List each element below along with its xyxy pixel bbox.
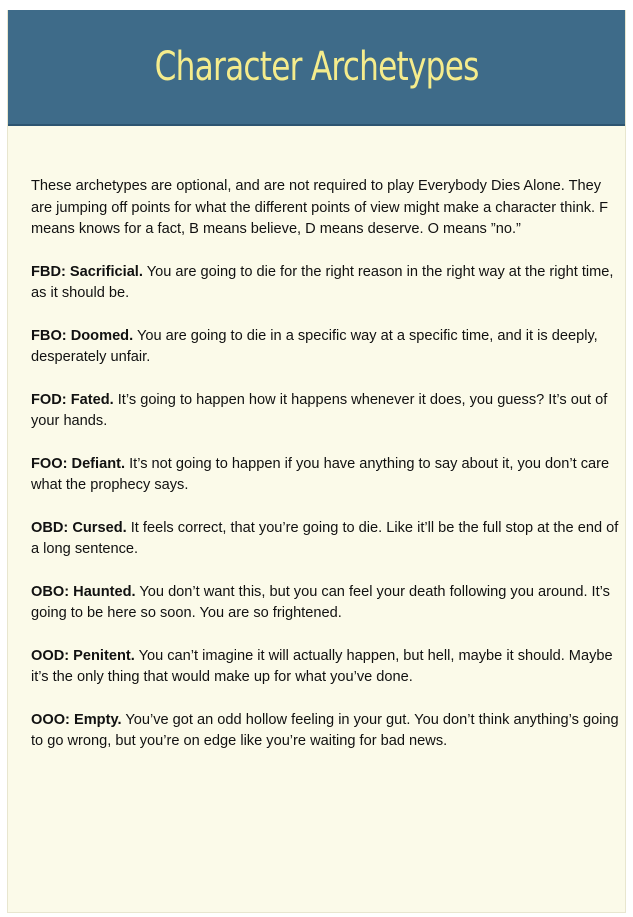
archetype-term: OBD: Cursed. bbox=[31, 519, 127, 536]
archetype-penitent bbox=[31, 646, 623, 689]
archetype-description: You’ve got an odd hollow feeling in your gut. You don’t think anything’s going to go wrong, but you’re on edge like you’re waiting for bad news. bbox=[31, 711, 619, 749]
archetype-description: It’s not going to happen if you have anything to say about it, you don’t care what the prophecy says. bbox=[31, 455, 610, 493]
archetype-description: You are going to die for the right reason in the right way at the right time, as it should be. bbox=[31, 263, 614, 301]
archetype-description: You can’t imagine it will actually happen, but hell, maybe it should. Maybe it’s the only thing that would make up for what you’ve done. bbox=[31, 647, 613, 685]
archetype-defiant bbox=[31, 454, 623, 497]
archetype-term: OOD: Penitent. bbox=[31, 647, 135, 664]
archetype-description: It’s going to happen how it happens whenever it does, you guess? It’s out of your hands. bbox=[31, 391, 608, 429]
archetype-term: FBO: Doomed. bbox=[31, 327, 134, 344]
archetype-term: OBO: Haunted. bbox=[31, 583, 136, 600]
archetype-term: FOD: Fated. bbox=[31, 391, 114, 408]
document-body bbox=[31, 176, 623, 774]
archetype-term: FBD: Sacrificial. bbox=[31, 263, 143, 280]
archetype-description: You don’t want this, but you can feel your death following you around. It’s going to be here so soon. You are so frightened. bbox=[31, 583, 610, 621]
archetype-doomed bbox=[31, 326, 623, 369]
archetype-description: It feels correct, that you’re going to die. Like it’ll be the full stop at the end of a long sentence. bbox=[31, 519, 619, 557]
archetype-cursed bbox=[31, 518, 623, 561]
page-title: Character Archetypes bbox=[154, 44, 479, 90]
archetype-fated bbox=[31, 390, 623, 433]
archetype-term: OOO: Empty. bbox=[31, 711, 122, 728]
document-page bbox=[7, 10, 626, 913]
header-banner bbox=[8, 10, 625, 126]
archetype-sacrificial bbox=[31, 262, 623, 305]
archetype-haunted bbox=[31, 582, 623, 625]
intro-paragraph: These archetypes are optional, and are not required to play Everybody Dies Alone. They are jumping off points for what the different points of view might make a character think. F means knows for a fact, B means believe, D means deserve. O means ”no.” bbox=[31, 178, 609, 237]
archetype-empty bbox=[31, 710, 623, 753]
archetype-description: You are going to die in a specific way at a specific time, and it is deeply, desperately unfair. bbox=[31, 327, 598, 365]
archetype-term: FOO: Defiant. bbox=[31, 455, 126, 472]
